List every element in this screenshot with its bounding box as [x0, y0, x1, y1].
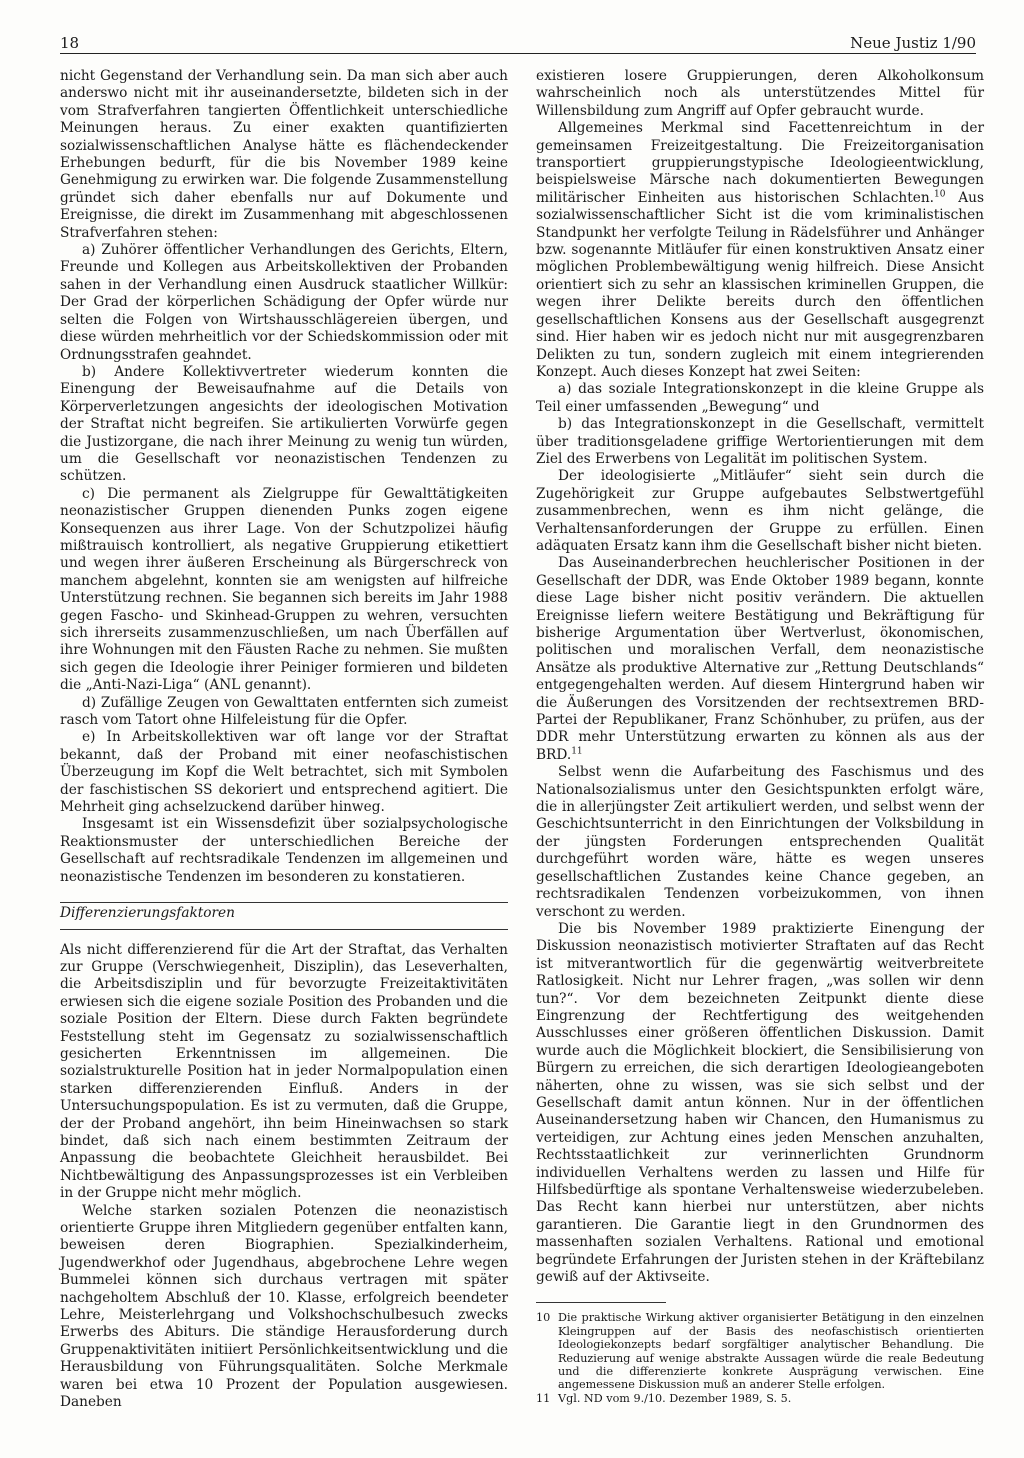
right-column — [536, 68, 984, 1405]
paragraph: c) Die permanent als Zielgruppe für Gewalttätigkeiten neonazistischer Gruppen dienenden Punks zogen eigene Konsequenzen aus ihrer Lage. Von der Schutzpolizei häufig mißtrauisch kontrolliert, als negative Gruppierung etikettiert und wegen ihrer äußeren Erscheinung als Bürgerschreck von manchem abgelehnt, konnten sie am wenigsten auf hilfreiche Unterstützung rechnen. Sie begannen sich bereits im Jahr 1988 gegen Fascho- und Skinhead-Gruppen zu wehren, versuchten sich ihrerseits zusammenzuschließen, um nach Überfällen auf ihre Wohnungen mit den Fäusten Rache zu nehmen. Sie mußten sich gegen die Ideologie ihrer Peiniger formieren und bildeten die „Anti-Nazi-Liga“ (ANL genannt). — [60, 485, 508, 694]
section-heading: Differenzierungsfaktoren — [60, 902, 508, 929]
page-header — [60, 20, 976, 54]
paragraph — [536, 555, 984, 764]
footnote-number: 11 — [536, 1391, 551, 1405]
paragraph: a) das soziale Integrationskonzept in die kleine Gruppe als Teil einer umfassenden „Bewegung“ und — [536, 381, 984, 415]
paragraph: Die bis November 1989 praktizierte Einengung der Diskussion neonazistisch motivierter Straftaten auf das Recht ist mitverantwortlich für die gegenwärtig weitverbreitete Ratlosigkeit. Nicht nur Lehrer fragen, „was sollen wir denn tun?“. Vor dem bezeichneten Zeitpunkt diente diese Eingrenzung der Rechtfertigung des weitgehenden Ausschlusses einer größeren öffentlichen Diskussion. Damit wurde auch die Möglichkeit blockiert, die Sensibilisierung von Bürgern zu erreichen, die sich derartigen Ideologieangeboten näherten, ohne zu wissen, was sie sich selbst und der Gesellschaft damit antun können. Nur in der öffentlichen Auseinandersetzung haben wir Chancen, den Humanismus zu verteidigen, zur Achtung eines jeden Menschen anzuhalten, Rechtsstaatlichkeit zur verinnerlichten Grundnorm individuellen Verhaltens werden zu lassen und Hilfe für Hilfsbedürftige als spontane Verhaltensweise wiederzubeleben. Das Recht kann hierbei nur unterstützen, aber nichts garantieren. Die Garantie liegt in den Grundnormen des massenhaften sozialen Verhaltens. Rational und emotional begründete Erfahrungen der Juristen stehen in der Kräftebilanz gewiß auf der Aktivseite. — [536, 920, 984, 1286]
paragraph-text: Aus sozialwissenschaftlicher Sicht ist die vom kriminalistischen Standpunkt her verfolgte Teilung in Rädelsführer und Anhänger bzw. sogenannte Mitläufer für einen konstruktiven Ansatz einer möglichen Problembewältigung wenig hilfreich. Diese Ansicht orientiert sich zu sehr an klassischen kriminellen Gruppen, die wegen ihrer Delikte bereits durch den öffentlichen gesellschaftlichen Konsens aus der Gesellschaft ausgegrenzt sind. Hier haben wir es jedoch nicht nur mit ausgegrenzbaren Delikten zu tun, sondern zugleich mit einem integrierenden Konzept. Auch dieses Konzept hat zwei Seiten: — [536, 189, 984, 380]
paragraph: b) Andere Kollektivvertreter wiederum konnten die Einengung der Beweisaufnahme auf die Details von Körperverletzungen angesichts der ideologischen Motivation der Straftat nicht begreifen. Sie artikulierten Vorwürfe gegen die Justizorgane, die nach ihrer Meinung zu wenig tun würden, um die Gesellschaft vor neonazistischen Tendenzen zu schützen. — [60, 363, 508, 485]
paragraph: a) Zuhörer öffentlicher Verhandlungen des Gerichts, Eltern, Freunde und Kollegen aus Arbeitskollektiven der Probanden sahen in der Verhandlung einen Ausdruck staatlicher Willkür: Der Grad der körperlichen Schädigung der Opfer würde nur selten die Folgen von Wirtshausschlägereien übergen, und diese würden mehrheitlich vor der Schiedskommission oder mit Ordnungsstrafen geahndet. — [60, 242, 508, 363]
footnote — [536, 1392, 984, 1405]
journal-title: Neue Justiz 1/90 — [850, 34, 976, 52]
footnote-reference: 11 — [571, 746, 583, 757]
paragraph: existieren losere Gruppierungen, deren Alkoholkonsum wahrscheinlich noch als unterstützendes Mittel für Willensbildung zum Angriff auf Opfer gebraucht wurde. — [536, 68, 984, 119]
footnote-text: Die praktische Wirkung aktiver organisierter Betätigung in den einzelnen Kleingruppen auf der Basis des neofaschistisch orientierten Ideologiekonzepts bedarf sorgfältiger analytischer Behandlung. Die Reduzierung auf wenige abstrakte Aussagen würde die reale Bedeutung und die differenzierte konkrete Ausprägung verwischen. Eine angemessene Diskussion muß an anderer Stelle erfolgen. — [558, 1311, 984, 1392]
footnote-text: Vgl. ND vom 9./10. Dezember 1989, S. 5. — [558, 1391, 792, 1405]
paragraph: Als nicht differenzierend für die Art der Straftat, das Verhalten zur Gruppe (Verschwiegenheit, Disziplin), das Leseverhalten, die Arbeitsdisziplin und für bevorzugte Freizeitaktivitäten erwiesen sich die eigene soziale Position des Probanden und die soziale Position der Eltern. Diese durch Fakten begründete Feststellung steht im Gegensatz zu sozialwissenschaftlich gesicherten Erkenntnissen im allgemeinen. Die sozialstrukturelle Position hat in jeder Normalpopulation einen starken differenzierenden Einfluß. Anders in der Untersuchungspopulation. Es ist zu vermuten, daß die Gruppe, der der Proband angehört, ihn beim Hineinwachsen so stark bindet, daß sich nach einem bestimmten Zeitraum der Anpassung die beobachtete Gleichheit herausbildet. Bei Nichtbewältigung des Anpassungsprozesses ist ein Verbleiben in der Gruppe nicht mehr möglich. — [60, 941, 508, 1202]
paragraph: Der ideologisierte „Mitläufer“ sieht sein durch die Zugehörigkeit zur Gruppe aufgebautes Selbstwertgefühl zusammenbrechen, wenn es ihm nicht gelänge, die Verhaltensanforderungen der Gruppe zu erfüllen. Einen adäquaten Ersatz kann ihm die Gesellschaft bisher nicht bieten. — [536, 468, 984, 554]
footnote-number: 10 — [536, 1311, 551, 1325]
paragraph: e) In Arbeitskollektiven war oft lange vor der Straftat bekannt, daß der Proband mit einer neofaschistischen Überzeugung im Kopf die Welt betrachtet, sich mit Symbolen der faschistischen SS dekoriert und entsprechend agitiert. Die Mehrheit ging achselzuckend darüber hinweg. — [60, 729, 508, 816]
paragraph-text: Das Auseinanderbrechen heuchlerischer Positionen in der Gesellschaft der DDR, was Ende Oktober 1989 begann, konnte diese Lage bisher nicht positiv verändern. Die aktuellen Ereignisse liefern weitere Bestätigung und Bekräftigung für bisherige Argumentation über Wertverlust, ökonomischen, politischen und moralischen Verfall, dem neonazistische Ansätze als produktive Alternative zur „Rettung Deutschlands“ entgegengehalten werden. Auf diesem Hintergrund haben wir die Äußerungen des Vorsitzenden der rechtsextremen BRD-Partei der Republikaner, Franz Schönhuber, zu prüfen, aus der DDR mehr Unterstützung erwarten zu können als aus der BRD. — [536, 555, 984, 763]
header-rule — [60, 53, 976, 54]
paragraph: Insgesamt ist ein Wissensdefizit über sozialpsychologische Reaktionsmuster der unterschiedlichen Bereiche der Gesellschaft auf rechtsradikale Tendenzen im allgemeinen und neonazistische Tendenzen im besonderen zu konstatieren. — [60, 816, 508, 885]
paragraph: nicht Gegenstand der Verhandlung sein. Da man sich aber auch anderswo nicht mit ihr auseinandersetzte, bildeten sich in der vom Strafverfahren tangierten Öffentlichkeit unterschiedliche Meinungen heraus. Zu einer exakten quantifizierten sozialwissenschaftlichen Analyse hätte es flächendeckender Erhebungen bedurft, für die bis November 1989 keine Genehmigung zu erwirken war. Die folgende Zusammenstellung gründet sich daher ebenfalls nur auf Dokumente und Ereignisse, die direkt im Zusammenhang mit abgeschlossenen Strafverfahren stehen: — [60, 68, 508, 241]
paragraph-text: Allgemeines Merkmal sind Facettenreichtum in der gemeinsamen Freizeitgestaltung. Die Freizeitorganisation transportiert gruppierungstypische Ideologieentwicklung, beispielsweise Märsche nach dokumentierten Bewegungen militärischer Einheiten aus historischen Schlachten. — [536, 120, 984, 206]
footnote-reference: 10 — [933, 189, 946, 200]
paragraph: b) das Integrationskonzept in die Gesellschaft, vermittelt über traditionsgeladene griffige Wertorientierungen mit dem Ziel des Erwerbens von Legalität im politischen System. — [536, 416, 984, 467]
left-column — [60, 68, 508, 1411]
paragraph — [536, 120, 984, 381]
footnote-rule — [536, 1302, 666, 1303]
footnote — [536, 1311, 984, 1391]
paragraph: Selbst wenn die Aufarbeitung des Faschismus und des Nationalsozialismus unter den Gesichtspunkten erfolgt wäre, die in allerjüngster Zeit artikuliert werden, und selbst wenn der Geschichtsunterricht in den Einrichtungen der Volksbildung in der jüngsten Forderungen entsprechenden Qualität durchgeführt worden wäre, hätte es wegen unseres gesellschaftlichen Zustandes keine Chance gegeben, an rechtsradikalen Tendenzen vorbeizukommen, von ihnen verschont zu werden. — [536, 764, 984, 920]
page-number: 18 — [60, 34, 80, 52]
paragraph: Welche starken sozialen Potenzen die neonazistisch orientierte Gruppe ihren Mitgliedern gegenüber entfalten kann, beweisen deren Biographien. Spezialkinderheim, Jugendwerkhof oder Jugendhaus, abgebrochene Lehre wegen Bummelei können sich durchaus vertragen mit später nachgeholtem Abschluß der 10. Klasse, erfolgreich beendeter Lehre, Meisterlehrgang und Volkshochschulbesuch zwecks Erwerbs des Abiturs. Die ständige Herausforderung durch Gruppenaktivitäten initiiert Persönlichkeitsentwicklung und die Herausbildung von Führungsqualitäten. Solche Merkmale waren bei etwa 10 Prozent der Population ausgewiesen. Daneben — [60, 1202, 508, 1411]
paragraph: d) Zufällige Zeugen von Gewalttaten entfernten sich zumeist rasch vom Tatort ohne Hilfeleistung für die Opfer. — [60, 694, 508, 729]
